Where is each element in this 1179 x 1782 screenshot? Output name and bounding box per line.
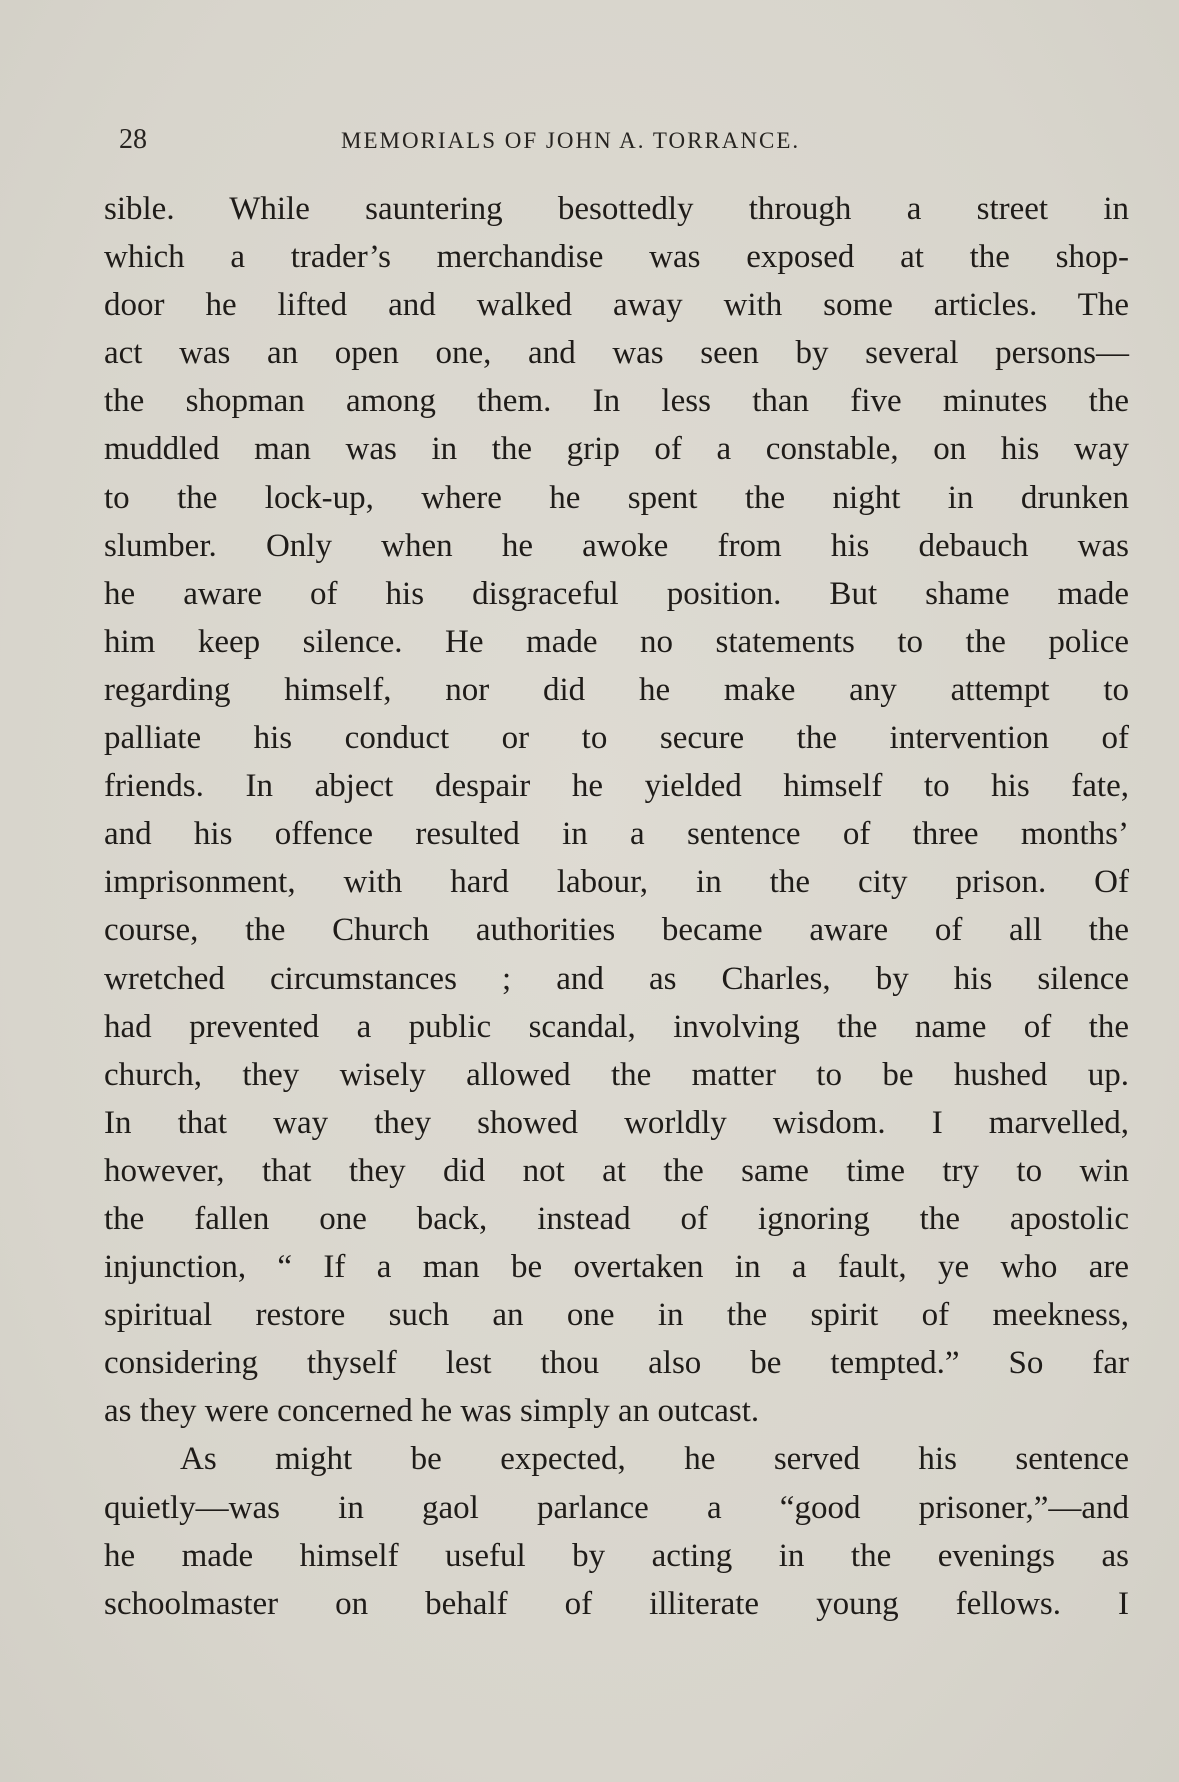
text-line: door he lifted and walked away with some articles. The <box>104 287 1129 324</box>
text-line: muddled man was in the grip of a constable, on his way <box>104 431 1129 468</box>
text-line: quietly—was in gaol parlance a “good prisoner,”—and <box>104 1489 1129 1526</box>
text-line: course, the Church authorities became aware of all the <box>104 912 1129 949</box>
text-line: regarding himself, nor did he make any attempt to <box>104 671 1129 708</box>
text-line: him keep silence. He made no statements to the police <box>104 623 1129 660</box>
text-line: to the lock-up, where he spent the night in drunken <box>104 479 1129 516</box>
text-line: injunction, “ If a man be overtaken in a fault, ye who are <box>104 1249 1129 1286</box>
text-line: the fallen one back, instead of ignoring the apostolic <box>104 1200 1129 1237</box>
text-line: which a trader’s merchandise was exposed at the shop- <box>104 239 1129 276</box>
running-title: MEMORIALS OF JOHN A. TORRANCE. <box>341 128 801 153</box>
text-line: spiritual restore such an one in the spirit of meekness, <box>104 1297 1129 1334</box>
text-line: act was an open one, and was seen by several persons— <box>104 335 1129 372</box>
text-line: slumber. Only when he awoke from his debauch was <box>104 527 1129 564</box>
text-line: church, they wisely allowed the matter to be hushed up. <box>104 1056 1129 1093</box>
body-text <box>104 185 1129 1628</box>
paragraph-start-line: As might be expected, he served his sentence <box>180 1441 1129 1478</box>
text-line: he aware of his disgraceful position. But shame made <box>104 575 1129 612</box>
text-line: however, that they did not at the same time try to win <box>104 1152 1129 1189</box>
text-line: palliate his conduct or to secure the intervention of <box>104 720 1129 757</box>
page-number: 28 <box>119 124 147 155</box>
text-line: and his offence resulted in a sentence of three months’ <box>104 816 1129 853</box>
text-line: he made himself useful by acting in the evenings as <box>104 1537 1129 1574</box>
text-line: friends. In abject despair he yielded himself to his fate, <box>104 768 1129 805</box>
text-line: imprisonment, with hard labour, in the city prison. Of <box>104 864 1129 901</box>
running-head <box>105 124 1130 160</box>
text-line: wretched circumstances ; and as Charles, by his silence <box>104 960 1129 997</box>
text-line: had prevented a public scandal, involving the name of the <box>104 1008 1129 1045</box>
text-line: considering thyself lest thou also be tempted.” So far <box>104 1345 1129 1382</box>
text-line: sible. While sauntering besottedly through a street in <box>104 191 1129 227</box>
text-line: In that way they showed worldly wisdom. I marvelled, <box>104 1104 1129 1141</box>
text-line: schoolmaster on behalf of illiterate young fellows. I <box>104 1585 1129 1622</box>
text-line: the shopman among them. In less than five minutes the <box>104 383 1129 420</box>
text-line: as they were concerned he was simply an outcast. <box>104 1393 760 1430</box>
